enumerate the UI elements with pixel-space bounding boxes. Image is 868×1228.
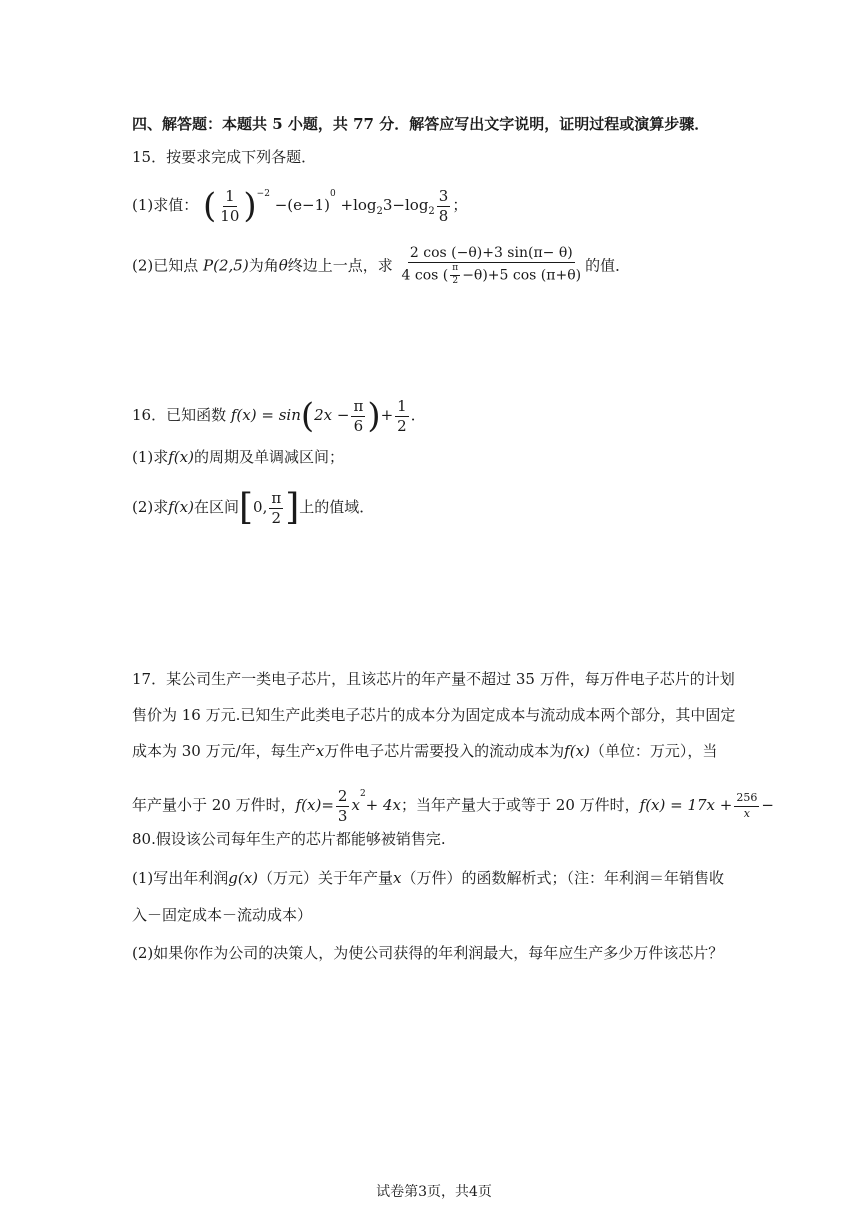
q16-part2-label: (2)求 bbox=[132, 498, 169, 516]
pi-over-6: $\frac{\pi}{6}$ bbox=[353, 397, 364, 435]
arg-2x: 2x − bbox=[314, 406, 350, 424]
expr-e-minus-1: −(e−1) bbox=[274, 196, 330, 214]
var-x: x bbox=[315, 742, 325, 760]
q17-part1-label: (1)写出年利润 bbox=[132, 869, 229, 887]
pi-over-2: $\frac{\pi}{2}$ bbox=[452, 263, 459, 287]
trig-fraction bbox=[400, 246, 584, 287]
pi-over-2: $\frac{\pi}{2}$ bbox=[271, 489, 282, 527]
q15-stem: 15．按要求完成下列各题． bbox=[132, 148, 317, 166]
q17-line-5: 80.假设该公司每年生产的芯片都能够被销售完. bbox=[132, 830, 446, 848]
page-footer: 试卷第3页，共4页 bbox=[376, 1184, 492, 1200]
q16-part1-label: (1)求 bbox=[132, 448, 169, 466]
function-ref: f(x) bbox=[168, 448, 194, 466]
log-base-2: 2 bbox=[428, 206, 435, 217]
function-f-def-2: f(x) = 17x + bbox=[639, 796, 733, 814]
left-paren: ( bbox=[300, 396, 315, 436]
q16-stem bbox=[132, 398, 426, 434]
text-value: 的值． bbox=[585, 256, 631, 275]
plus-sign: + bbox=[380, 406, 394, 424]
one-half: $\frac{1}{2}$ bbox=[397, 397, 407, 435]
text-over-20: ；当年产量大于或等于 20 万件时， bbox=[401, 796, 640, 814]
function-f: f(x) bbox=[564, 742, 590, 760]
q17-part1-line2: 入－固定成本－流动成本） bbox=[132, 906, 313, 924]
q17-line-4 bbox=[132, 788, 774, 824]
period: ． bbox=[410, 406, 426, 424]
log-term: +log bbox=[340, 196, 377, 214]
two-thirds: $\frac{2}{3}$ bbox=[337, 787, 348, 825]
q16-part2 bbox=[132, 487, 375, 528]
q16-label: 16．已知函数 bbox=[132, 406, 227, 424]
theta-symbol: θ bbox=[278, 256, 288, 275]
left-bracket: [ bbox=[238, 487, 254, 528]
q17-part2: (2)如果你作为公司的决策人，为使公司获得的年利润最大，每年应生产多少万件该芯片？ bbox=[132, 944, 724, 962]
left-paren: ( bbox=[203, 186, 217, 226]
section-title: 四、解答题：本题共 5 小题，共 77 分．解答应写出文字说明，证明过程或演算步骤． bbox=[132, 115, 710, 133]
q15-part1 bbox=[132, 188, 467, 224]
q15-part1-label: (1)求值： bbox=[132, 196, 199, 214]
text-wan-yuan: （万元）关于年产量 bbox=[258, 869, 394, 887]
right-paren: ) bbox=[243, 186, 257, 226]
text-interval: 在区间 bbox=[193, 498, 239, 516]
text-under-20: 年产量小于 20 万件时， bbox=[132, 796, 296, 814]
right-paren: ) bbox=[367, 396, 381, 436]
trig-denominator bbox=[400, 263, 584, 287]
exponent-zero: 0 bbox=[329, 189, 336, 199]
den-part-a: 4 cos ( bbox=[401, 267, 449, 284]
q17-part1 bbox=[132, 871, 724, 886]
right-bracket: ] bbox=[285, 487, 300, 528]
den-part-b: −θ)+5 cos (π+θ) bbox=[462, 267, 582, 284]
q15-part2 bbox=[132, 246, 630, 287]
text-angle: 为角 bbox=[248, 256, 279, 275]
text-fixed-cost: 成本为 30 万元/年，每生产 bbox=[132, 742, 316, 760]
text-flow-cost: 万件电子芯片需要投入的流动成本为 bbox=[324, 742, 565, 760]
interval-start: 0, bbox=[253, 498, 268, 516]
function-f-def: f(x)= bbox=[295, 796, 334, 814]
fraction-1-10: $\frac{1}{10}$ bbox=[220, 187, 240, 225]
log-base: 2 bbox=[376, 206, 383, 217]
q16-part1-text: 的周期及单调减区间； bbox=[193, 448, 344, 466]
exponent-2: 2 bbox=[359, 789, 366, 799]
fraction-3-8: $\frac{3}{8}$ bbox=[438, 187, 449, 225]
text-note: （万件）的函数解析式；（注：年利润＝年销售收 bbox=[401, 869, 725, 887]
semicolon: ； bbox=[452, 196, 468, 214]
q17-line-3 bbox=[132, 744, 717, 759]
text-unit: （单位：万元），当 bbox=[589, 742, 718, 760]
text-terminal-side: 终边上一点，求 bbox=[287, 256, 393, 275]
trig-numerator: 2 cos (−θ)+3 sin(π− θ) bbox=[408, 246, 575, 263]
256-over-x: $\frac{256}{x}$ bbox=[736, 791, 758, 820]
q17-line-2: 售价为 16 万元.已知生产此类电子芯片的成本分为固定成本与流动成本两个部分，其中固定 bbox=[132, 706, 736, 724]
point-p: P(2,5) bbox=[203, 256, 249, 275]
function-def: f(x) = sin bbox=[230, 406, 301, 424]
var-x: x bbox=[393, 869, 402, 887]
term-4x: + 4x bbox=[365, 796, 402, 814]
q16-part2-text: 上的值域． bbox=[299, 498, 375, 516]
function-g: g(x) bbox=[228, 869, 259, 887]
var-x: x bbox=[351, 796, 360, 814]
q17-line-1: 17．某公司生产一类电子芯片，且该芯片的年产量不超过 35 万件，每万件电子芯片的计划 bbox=[132, 670, 735, 688]
q15-part2-label: (2)已知点 bbox=[132, 256, 199, 275]
q16-part1 bbox=[132, 450, 344, 465]
function-ref: f(x) bbox=[168, 498, 194, 516]
log-term-2: 3−log bbox=[382, 196, 429, 214]
minus-sign: − bbox=[761, 796, 774, 814]
exponent: −2 bbox=[256, 189, 270, 199]
